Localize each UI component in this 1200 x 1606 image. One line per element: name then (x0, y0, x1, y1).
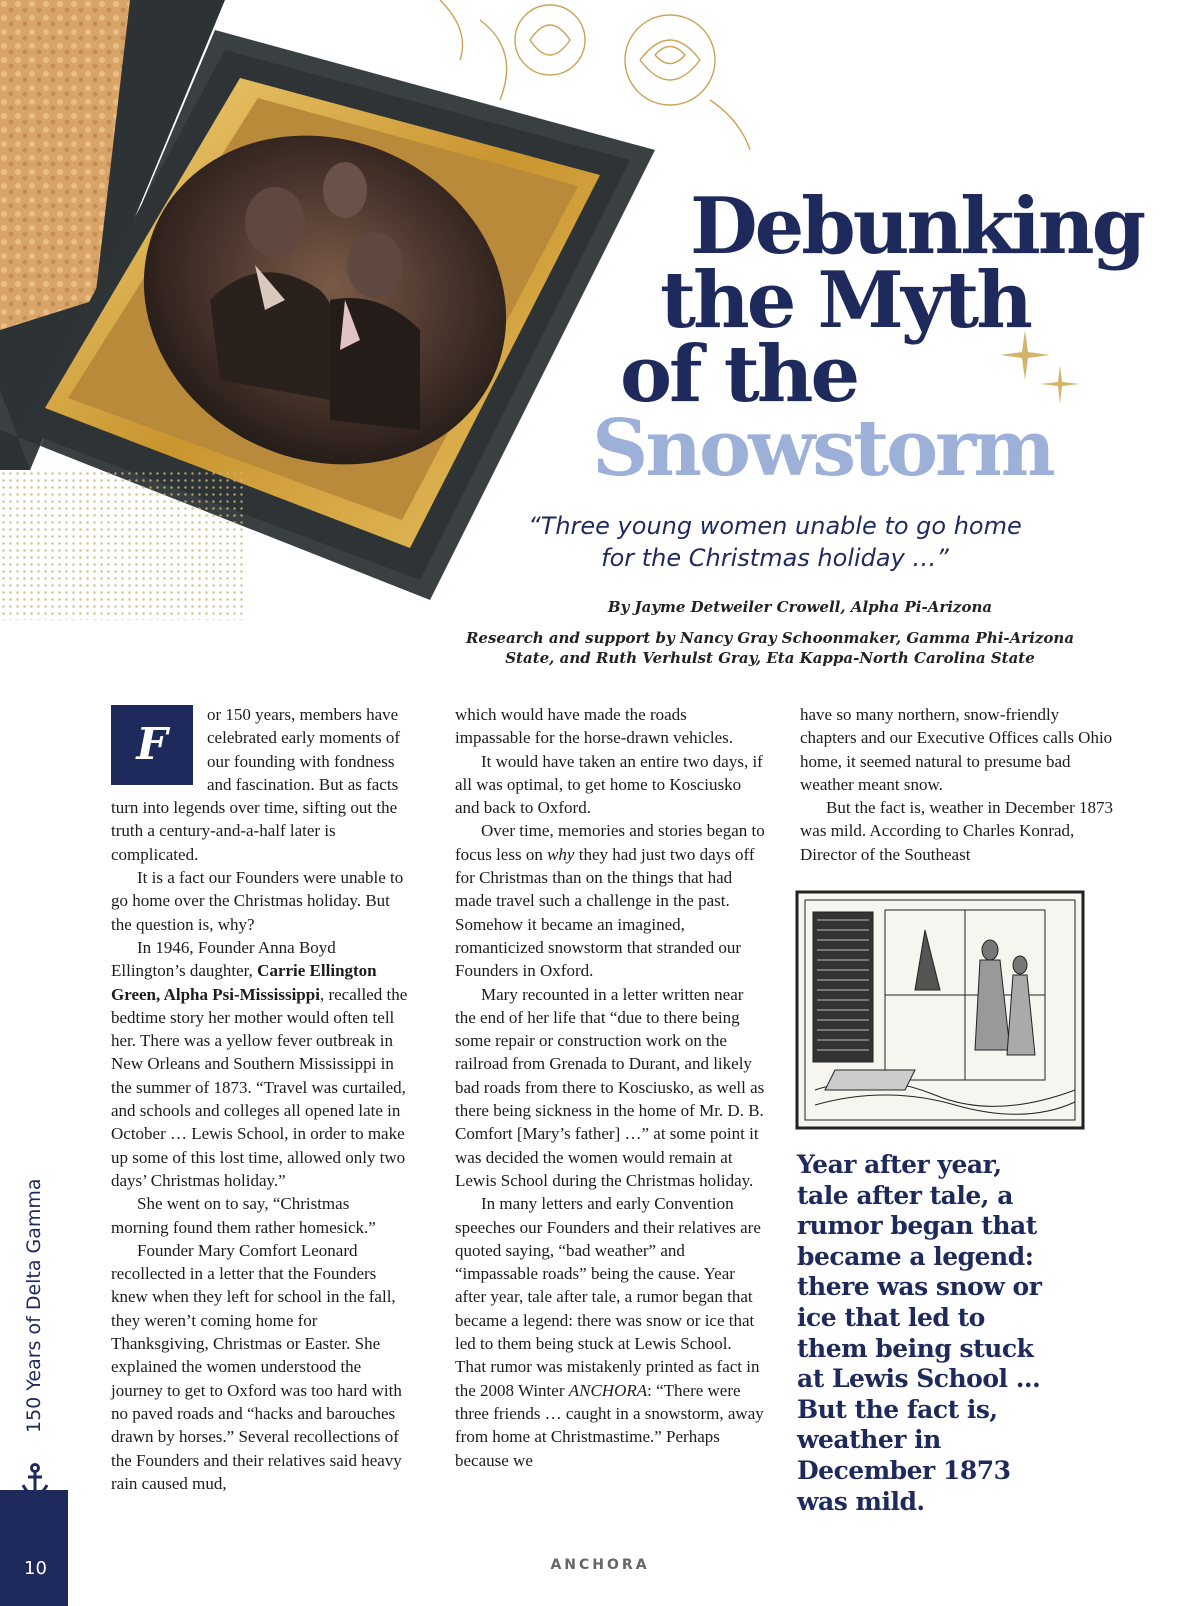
paragraph: It would have taken an entire two days, if all was optimal, to get home to Kosciusko and back to Oxford. (455, 751, 763, 818)
paragraph: Mary recounted in a letter written near the end of her life that “due to there being some repair or construction work on the railroad from Grenada to Durant, and likely bad roads from there to Kosciusko, as well as there being sickness in the home of Mr. D. B. Comfort [Mary’s father] …” at some point it was decided the women would remain at Lewis School during the Christmas holiday. (455, 984, 765, 1190)
paragraph: have so many northern, snow-friendly chapters and our Executive Offices calls Ohio home, it seemed natural to presume bad weather meant snow. (800, 705, 1113, 794)
page-tab (0, 1490, 68, 1606)
title-line-2: the Myth (660, 255, 1030, 346)
engraving-illustration (795, 890, 1085, 1130)
paragraph: She went on to say, “Christmas morning found them rather homesick.” (111, 1194, 376, 1237)
paragraph: It is a fact our Founders were unable to go home over the Christmas holiday. But the question is, why? (111, 868, 404, 934)
byline: By Jayme Detweiler Crowell, Alpha Pi-Arizona (607, 598, 993, 616)
title-line-1: Debunking (690, 181, 1144, 272)
paragraph: But the fact is, weather in December 1873 was mild. According to Charles Konrad, Director of the Southeast (800, 798, 1114, 864)
dot-pattern (0, 470, 245, 620)
pull-quote: Year after year, tale after tale, a rumor began that became a legend: there was snow or ice that led to them being stuck at Lewis School … But the fact is, weather in December 1873 was mild. (797, 1150, 1042, 1516)
running-title: 150 Years of Delta Gamma (23, 1178, 45, 1433)
title-line-3: of the (620, 329, 858, 420)
title-line-4: Snowstorm (592, 403, 1053, 494)
paragraph: which would have made the roads impassable for the horse-drawn vehicles. (455, 705, 734, 748)
paragraph: or 150 years, members have celebrated early moments of our founding with fondness and fascination. But as facts turn into legends over time, sifting out the truth a century-and-a-half later is complicated. (111, 705, 401, 864)
article-column-1 (111, 703, 411, 1495)
subtitle-quote: “Three young women unable to go home for the Christmas holiday …” (528, 512, 1022, 572)
research-credit: Research and support by Nancy Gray Schoonmaker, Gamma Phi-Arizona State, and Ruth Verhulst Gray, Eta Kappa-North Carolina State (465, 629, 1075, 667)
article-column-2 (455, 703, 765, 1472)
paragraph: Over time, memories and stories began to focus less on why they had just two days off for Christmas than on the things that had made travel such a challenge in the past. Somehow it became an imagined, romanticized snowstorm that stranded our Founders in Oxford. (455, 821, 765, 981)
article-column-3 (800, 703, 1120, 866)
rose-line-art (380, 0, 760, 150)
paragraph: In 1946, Founder Anna Boyd Ellington’s daughter, Carrie Ellington Green, Alpha Psi-Mississippi, recalled the bedtime story her mother would often tell her. There was a yellow fever outbreak in New Orleans and Southern Mississippi in the summer of 1873. “Travel was curtailed, and schools and colleges all opened late in October … Lewis School, in order to make up some of this lost time, allowed only two days’ Christmas holiday.” (111, 937, 408, 1190)
drop-cap: F (111, 705, 193, 785)
paragraph: Founder Mary Comfort Leonard recollected in a letter that the Founders knew when they left for school in the fall, they weren’t coming home for Thanksgiving, Christmas or Easter. She explained the women understood the journey to get to Oxford was too hard with no paved roads and “hacks and barouches drawn by horses.” Several recollections of the Founders and their relatives said heavy rain caused mud, (111, 1240, 402, 1493)
footer-publication: ANCHORA (550, 1557, 650, 1573)
paragraph: In many letters and early Convention speeches our Founders and their relatives are quoted saying, “bad weather” and “impassable roads” being the cause. Year after year, tale after tale, a rumor began that became a legend: there was snow or ice that led to them being stuck at Lewis School. That rumor was mistakenly printed as fact in the 2008 Winter ANCHORA: “There were three friends … caught in a snowstorm, away from home at Christmastime.” Perhaps because we (455, 1194, 764, 1470)
bold-name: Carrie Ellington Green, Alpha Psi-Mississippi (111, 961, 377, 1004)
page-number: 10 (24, 1558, 47, 1579)
